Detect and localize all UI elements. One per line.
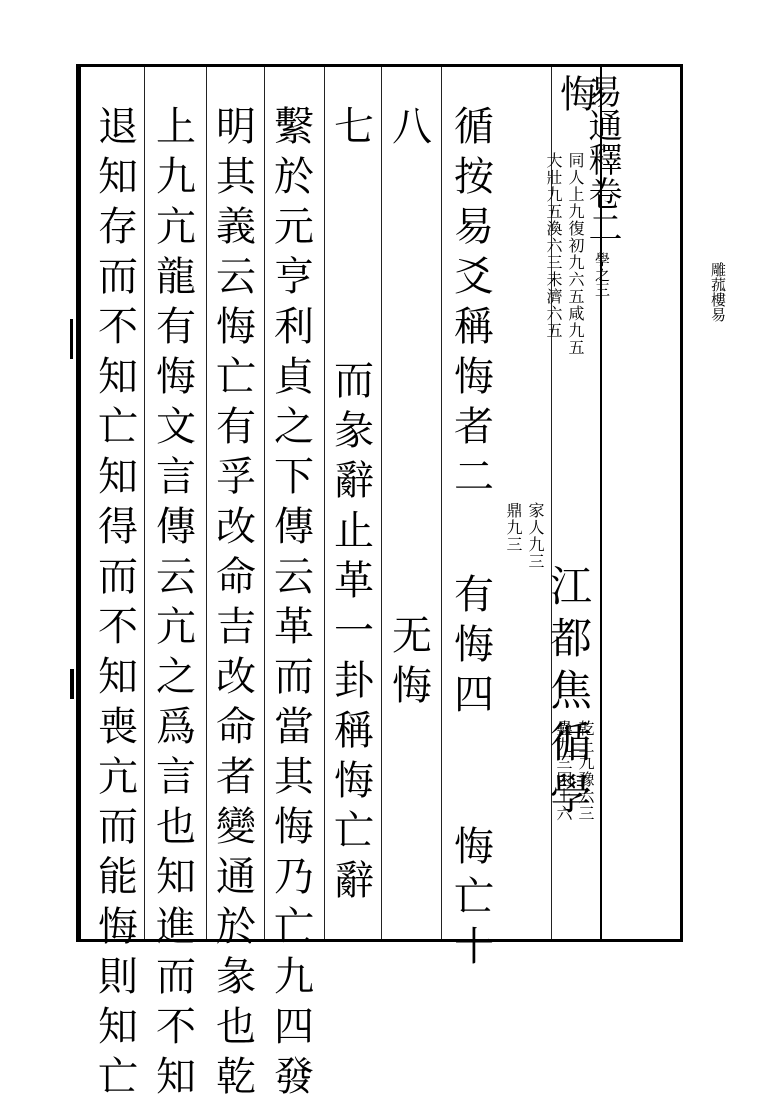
- main-text-char: 而: [98, 804, 138, 850]
- main-text-char: 知: [98, 454, 138, 500]
- main-text-char: 之: [156, 654, 196, 700]
- main-text-char: 一: [334, 608, 374, 654]
- main-text-char: 九: [156, 154, 196, 200]
- main-text-char: 悔: [454, 824, 494, 870]
- main-text-char: 於: [216, 904, 256, 950]
- main-text-char: 言: [156, 754, 196, 800]
- main-text-char: 得: [98, 504, 138, 550]
- main-text-char: 喪: [98, 704, 138, 750]
- main-text-char: 也: [216, 1004, 256, 1050]
- main-text-char: 通: [216, 854, 256, 900]
- main-text-char: 不: [156, 1004, 196, 1050]
- main-text-char: 者: [454, 404, 494, 450]
- main-text-char: 辭: [334, 458, 374, 504]
- main-text-char: 知: [98, 654, 138, 700]
- interlinear-note: [353, 720, 595, 822]
- binding-mark: [70, 669, 74, 699]
- main-text-char: 上: [156, 104, 196, 150]
- main-text-char: 彖: [216, 954, 256, 1000]
- main-text-char: 貞: [274, 354, 314, 400]
- main-text-char: 知: [98, 354, 138, 400]
- main-text-char: 悔: [454, 622, 494, 668]
- main-text-char: 變: [216, 804, 256, 850]
- main-text-char: 爻: [454, 254, 494, 300]
- main-text-char: 改: [216, 654, 256, 700]
- main-text-char: 繫: [274, 104, 314, 150]
- main-text-char: 亡: [274, 904, 314, 950]
- book-page: [76, 64, 727, 1100]
- main-text-char: 亡: [216, 354, 256, 400]
- main-text-char: 悔: [98, 904, 138, 950]
- main-text-char: 利: [274, 304, 314, 350]
- main-text-char: 悔: [334, 758, 374, 804]
- main-text-char: 其: [216, 154, 256, 200]
- main-text-char: 有: [216, 404, 256, 450]
- main-text-char: 者: [216, 754, 256, 800]
- main-text-char: 退: [98, 104, 138, 150]
- binding-mark: [70, 319, 73, 359]
- main-text-char: 傳: [274, 504, 314, 550]
- main-text-char: 知: [156, 854, 196, 900]
- main-text-char: 四: [454, 672, 494, 718]
- main-text-char: 傳: [156, 504, 196, 550]
- text-column: [90, 102, 146, 1102]
- main-text-char: 龍: [156, 254, 196, 300]
- main-text-char: 亨: [274, 254, 314, 300]
- main-text-char: 稱: [334, 708, 374, 754]
- main-text-char: 稱: [454, 304, 494, 350]
- main-text-char: 七: [334, 104, 374, 150]
- main-text-char: 亡: [454, 874, 494, 920]
- main-text-char: 於: [274, 154, 314, 200]
- main-text-char: 言: [156, 454, 196, 500]
- note-line: 大壯九五渙六三未濟六五: [544, 152, 563, 339]
- main-text-char: 八: [392, 104, 432, 150]
- note-line: 同人上九復初九六五咸九五: [566, 152, 585, 356]
- section-heading: 悔: [553, 74, 598, 112]
- main-text-char: 之: [274, 404, 314, 450]
- main-text-char: 而: [334, 358, 374, 404]
- book-subtitle-top: 雕菰樓易: [709, 262, 727, 322]
- main-text-char: 則: [98, 954, 138, 1000]
- note-line: 鼎九三: [504, 502, 523, 553]
- main-text-char: 九: [274, 954, 314, 1000]
- main-text-char: 革: [334, 558, 374, 604]
- main-text-char: 知: [156, 1054, 196, 1100]
- heading-column: [554, 74, 598, 112]
- main-text-char: 命: [216, 704, 256, 750]
- text-column: [208, 102, 264, 1102]
- main-text-char: 亢: [98, 754, 138, 800]
- main-text-char: 悔: [454, 354, 494, 400]
- author-name: 江都焦循學: [544, 564, 593, 824]
- main-text-char: 當: [274, 704, 314, 750]
- main-text-char: 乾: [216, 1054, 256, 1100]
- main-text-char: 孚: [216, 454, 256, 500]
- main-text-char: 亢: [156, 604, 196, 650]
- note-line: 蠱九三困上六: [554, 720, 573, 822]
- main-text-char: 循: [454, 104, 494, 150]
- main-text-char: 而: [98, 254, 138, 300]
- main-text-char: 發: [274, 1054, 314, 1100]
- main-text-char: 悔: [216, 304, 256, 350]
- main-text-char: 知: [98, 154, 138, 200]
- main-text-char: 不: [98, 304, 138, 350]
- main-text-char: 進: [156, 904, 196, 950]
- main-text-char: 革: [274, 604, 314, 650]
- main-text-char: 悔: [156, 354, 196, 400]
- main-text-char: 存: [98, 204, 138, 250]
- text-column: [148, 102, 204, 1102]
- main-text-char: 乃: [274, 854, 314, 900]
- note-line: 家人九三: [526, 502, 545, 570]
- main-text-char: 而: [98, 554, 138, 600]
- main-text-char: 吉: [216, 604, 256, 650]
- main-text-char: 辭: [334, 858, 374, 904]
- main-text-char: 亢: [156, 204, 196, 250]
- main-text-char: 命: [216, 554, 256, 600]
- main-text-char: 二: [454, 454, 494, 500]
- main-text-char: 文: [156, 404, 196, 450]
- main-text-char: 能: [98, 854, 138, 900]
- main-text-char: 改: [216, 504, 256, 550]
- main-text-char: 悔: [392, 663, 432, 709]
- main-text-char: 有: [454, 572, 494, 618]
- main-text-char: 止: [334, 508, 374, 554]
- book-title: 易通釋卷二: [582, 74, 622, 244]
- main-text-char: 有: [156, 304, 196, 350]
- note-line: 乾上九豫六三: [576, 720, 595, 822]
- main-text-char: 云: [216, 254, 256, 300]
- main-text-char: 亡: [334, 808, 374, 854]
- main-text-char: 彖: [334, 408, 374, 454]
- main-text-char: 義: [216, 204, 256, 250]
- main-text-char: 云: [274, 554, 314, 600]
- main-text-char: 不: [98, 604, 138, 650]
- main-text-char: 下: [274, 454, 314, 500]
- main-text-char: 悔: [274, 804, 314, 850]
- main-text-char: 知: [98, 1004, 138, 1050]
- main-text-char: 亡: [98, 1054, 138, 1100]
- book-subtitle-bottom: 學之三: [593, 252, 611, 297]
- text-column: [266, 102, 322, 1102]
- main-text-char: 而: [156, 954, 196, 1000]
- main-text-char: 亡: [98, 404, 138, 450]
- main-text-char: 四: [274, 1004, 314, 1050]
- main-text-char: 而: [274, 654, 314, 700]
- main-text-char: 也: [156, 804, 196, 850]
- main-text-char: 卦: [334, 658, 374, 704]
- main-text-char: 十: [454, 924, 494, 970]
- main-text-char: 云: [156, 554, 196, 600]
- main-text-char: 其: [274, 754, 314, 800]
- main-text-char: 元: [274, 204, 314, 250]
- main-text-char: 按: [454, 154, 494, 200]
- main-text-char: 明: [216, 104, 256, 150]
- main-text-char: 爲: [156, 704, 196, 750]
- main-text-char: 无: [392, 613, 432, 659]
- main-text-char: 易: [454, 204, 494, 250]
